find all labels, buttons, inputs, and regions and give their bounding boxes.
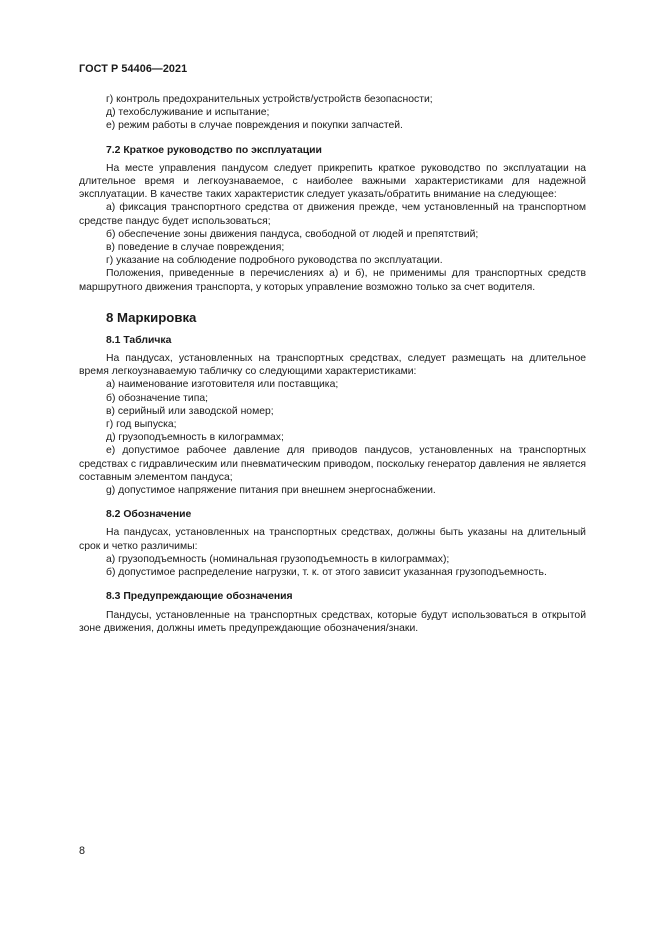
section-heading-8-1: 8.1 Табличка (106, 334, 172, 346)
section-heading-7-2: 7.2 Краткое руководство по эксплуатации (106, 144, 322, 156)
paragraph: Положения, приведенные в перечислениях а) и б), не применимы для транспортных средств маршрутного движения транспорта, у которых управление возможно только за счет водителя. (79, 268, 586, 293)
paragraph: Пандусы, установленные на транспортных средствах, которые будут использоваться в открытой зоне движения, должны иметь предупреждающие обозначения/знаки. (79, 609, 586, 634)
list-item: е) допустимое рабочее давление для приводов пандусов, установленных на транспортных средствах с гидравлическим или пневматическим приводом, поскольку генератор давления не является составным элементом пандуса; (79, 445, 586, 483)
document-body (79, 93, 586, 635)
list-item: б) обеспечение зоны движения пандуса, свободной от людей и препятствий; (106, 228, 479, 240)
document-header: ГОСТ Р 54406—2021 (79, 63, 188, 75)
list-item: в) поведение в случае повреждения; (106, 242, 285, 254)
list-item: а) фиксация транспортного средства от движения прежде, чем установленный на транспортном средстве пандус будет использоваться; (79, 202, 586, 227)
list-item: г) указание на соблюдение подробного руководства по эксплуатации. (106, 255, 443, 267)
list-item: в) серийный или заводской номер; (106, 405, 274, 417)
section-heading-8-2: 8.2 Обозначение (106, 509, 192, 521)
list-item: б) допустимое распределение нагрузки, т. к. от этого зависит указанная грузоподъемность. (106, 567, 547, 579)
list-item: б) обозначение типа; (106, 392, 208, 404)
list-item: д) грузоподъемность в килограммах; (106, 432, 284, 444)
section-heading-8: 8 Маркировка (106, 309, 197, 325)
paragraph: На пандусах, установленных на транспортных средствах, следует размещать на длительное время легкоузнаваемую табличку со следующими характеристиками: (79, 353, 586, 378)
paragraph: На пандусах, установленных на транспортных средствах, должны быть указаны на длительный срок и четко различимы: (79, 527, 586, 552)
list-item: г) год выпуска; (106, 419, 177, 431)
list-item: а) наименование изготовителя или поставщика; (106, 379, 339, 391)
paragraph: На месте управления пандусом следует прикрепить краткое руководство по эксплуатации на длительное время и легкоузнаваемое, с наиболее важными характеристиками для надежной эксплуатации. В качестве таких характеристик следует указать/обратить внимание на следующее: (79, 162, 586, 201)
list-item: а) грузоподъемность (номинальная грузоподъемность в килограммах); (106, 553, 450, 565)
section-heading-8-3: 8.3 Предупреждающие обозначения (106, 591, 293, 603)
list-item: g) допустимое напряжение питания при внешнем энергоснабжении. (106, 485, 436, 497)
list-item: е) режим работы в случае повреждения и покупки запчастей. (106, 120, 403, 132)
list-item: г) контроль предохранительных устройств/устройств безопасности; (106, 94, 433, 105)
list-item: д) техобслуживание и испытание; (106, 107, 270, 119)
page-number: 8 (79, 845, 86, 857)
